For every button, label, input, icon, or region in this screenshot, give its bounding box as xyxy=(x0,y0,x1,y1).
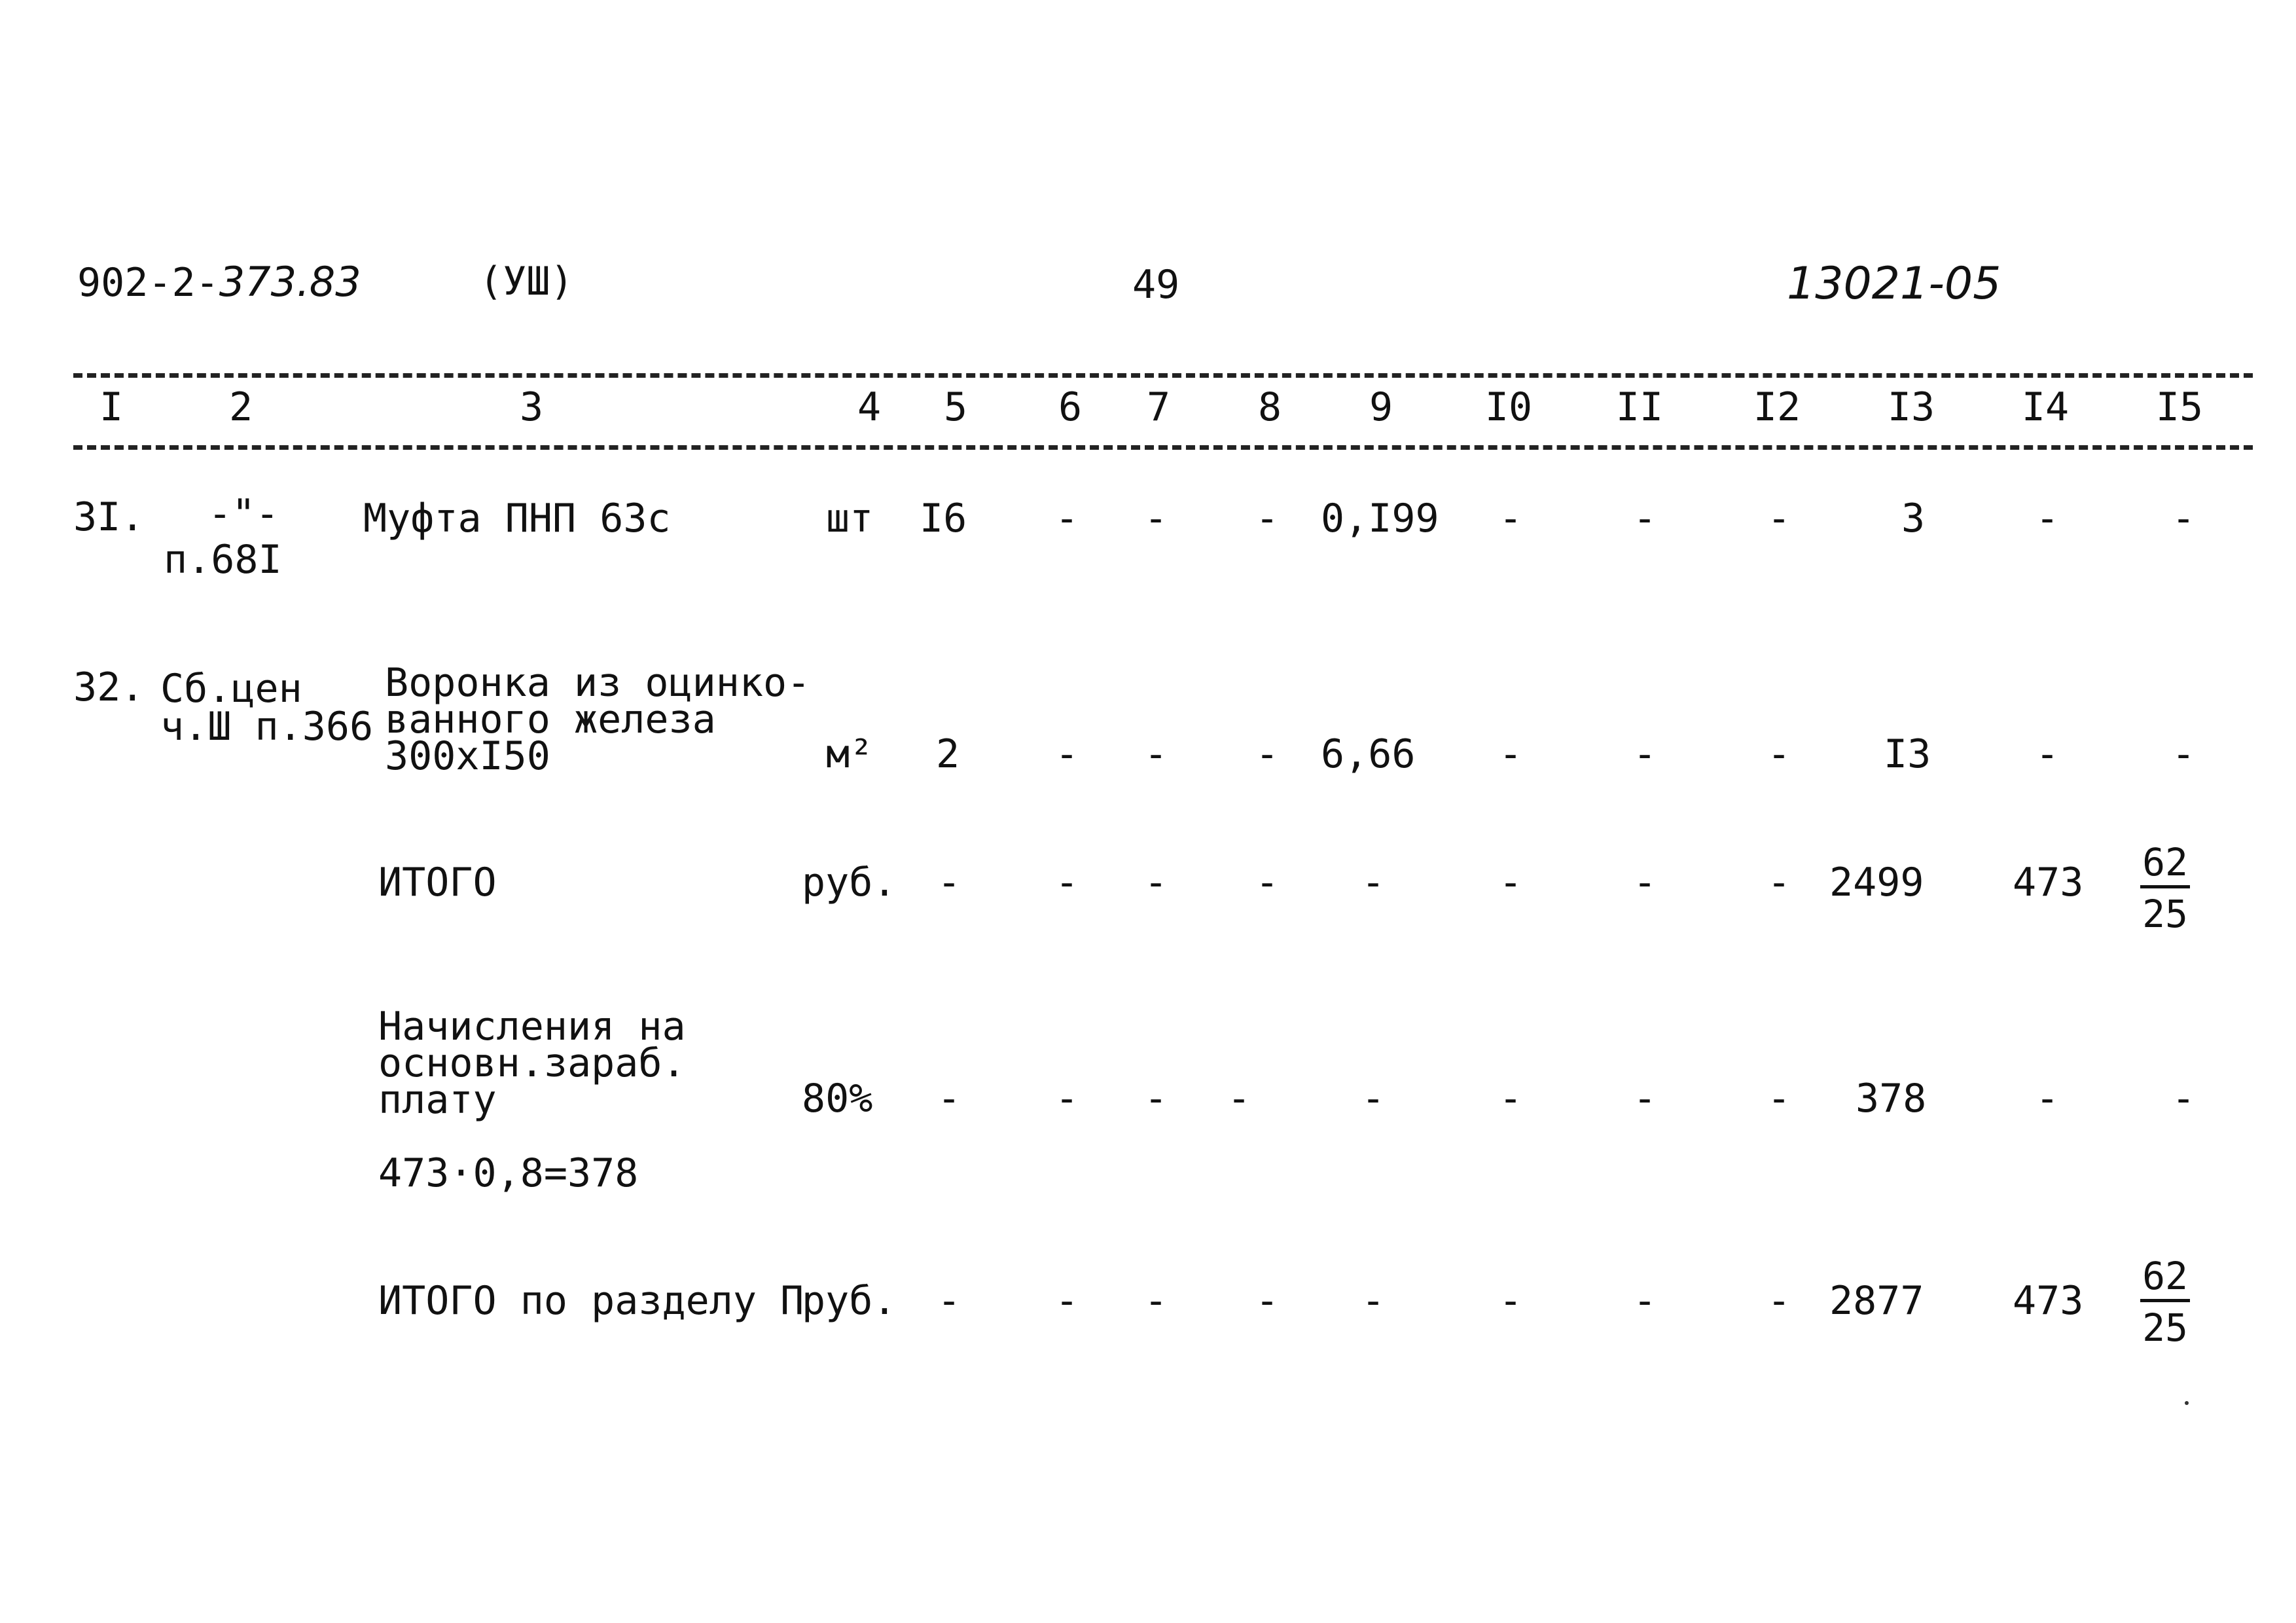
fraction-denominator: 25 xyxy=(2142,1305,2188,1350)
row-name-line: Воронка из оцинко- xyxy=(385,660,811,706)
fraction-numerator: 62 xyxy=(2142,1254,2188,1298)
cell-col14: - xyxy=(2036,496,2060,541)
cell-col6: - xyxy=(1055,1278,1079,1324)
cell-col5: - xyxy=(937,860,961,905)
cell-col12: - xyxy=(1767,731,1791,777)
fraction-bar xyxy=(2140,885,2190,888)
cell-col9: 6,66 xyxy=(1321,731,1416,777)
cell-col13: I3 xyxy=(1884,731,1931,777)
cell-col11: - xyxy=(1633,1076,1657,1122)
row-unit: руб. xyxy=(802,860,897,905)
cell-col9: 0,I99 xyxy=(1321,496,1439,541)
cell-col7: - xyxy=(1144,1278,1168,1324)
cell-col12: - xyxy=(1767,1278,1791,1324)
archive-number: 13021-05 xyxy=(1787,258,2001,310)
cell-col5: 2 xyxy=(936,731,960,777)
col-header-11: II xyxy=(1615,384,1664,430)
fraction-denominator: 25 xyxy=(2142,892,2188,936)
cell-col13: 378 xyxy=(1856,1076,1927,1122)
cell-col15: - xyxy=(2172,731,2196,777)
cell-col8: - xyxy=(1255,860,1280,905)
cell-col8: - xyxy=(1255,731,1280,777)
col-header-15: I5 xyxy=(2155,384,2204,430)
cell-col11: - xyxy=(1633,731,1657,777)
fraction-bar xyxy=(2140,1299,2190,1302)
cell-col14: 473 xyxy=(2013,1278,2084,1324)
col-header-9: 9 xyxy=(1369,384,1393,430)
row-formula: 473·0,8=378 xyxy=(378,1150,639,1196)
col-header-6: 6 xyxy=(1058,384,1083,430)
row-name-line: 300хI50 xyxy=(385,733,550,779)
cell-col7: - xyxy=(1144,496,1168,541)
row-ref-line1: -"- xyxy=(208,491,279,537)
row-ref-line2: п.68I xyxy=(164,537,282,583)
row-name-line: ванного железа xyxy=(385,697,716,742)
doc-number-printed: 902-2- xyxy=(77,260,219,306)
cell-col13: 2499 xyxy=(1829,860,1924,905)
cell-col9: - xyxy=(1361,1076,1386,1122)
col-header-4: 4 xyxy=(857,384,882,430)
row-name-line: плату xyxy=(378,1077,497,1123)
cell-col10: - xyxy=(1499,860,1523,905)
row-unit: м² xyxy=(826,731,874,777)
cell-col5: I6 xyxy=(920,496,967,541)
cell-col15-fraction xyxy=(2126,1254,2204,1350)
doc-number xyxy=(77,258,361,306)
cell-col11: - xyxy=(1633,1278,1657,1324)
col-header-5: 5 xyxy=(943,384,968,430)
cell-col13: 3 xyxy=(1901,496,1926,541)
cell-col5: - xyxy=(937,1278,961,1324)
cell-col15: - xyxy=(2172,1076,2196,1122)
scan-speck xyxy=(2185,1401,2189,1405)
cell-col8: - xyxy=(1227,1076,1251,1122)
cell-col7: - xyxy=(1144,731,1168,777)
cell-col15: - xyxy=(2172,496,2196,541)
row-name: Муфта ПНП 63с xyxy=(363,496,671,541)
cell-col8: - xyxy=(1255,1278,1280,1324)
row-name: ИТОГО xyxy=(378,860,497,905)
cell-col6: - xyxy=(1055,860,1079,905)
col-header-1: I xyxy=(99,384,124,430)
row-name xyxy=(378,1004,686,1123)
row-ref-line1: Сб.цен xyxy=(160,666,302,712)
cell-col14: - xyxy=(2036,1076,2060,1122)
cell-col7: - xyxy=(1144,860,1168,905)
cell-col12: - xyxy=(1767,860,1791,905)
row-name xyxy=(385,660,811,779)
cell-col8: - xyxy=(1255,496,1280,541)
col-header-12: I2 xyxy=(1753,384,1801,430)
cell-col6: - xyxy=(1055,731,1079,777)
cell-col6: - xyxy=(1055,496,1079,541)
row-unit: 80% xyxy=(802,1076,873,1122)
row-unit: руб. xyxy=(802,1278,897,1324)
header-rule-bottom xyxy=(73,445,2253,450)
cell-col9: - xyxy=(1361,1278,1386,1324)
col-header-7: 7 xyxy=(1146,384,1171,430)
cell-col15-fraction xyxy=(2126,840,2204,936)
col-header-3: 3 xyxy=(519,384,544,430)
cell-col11: - xyxy=(1633,860,1657,905)
cell-col10: - xyxy=(1499,496,1523,541)
col-header-14: I4 xyxy=(2021,384,2070,430)
row-name-line: Начисления на xyxy=(378,1004,686,1049)
col-header-10: I0 xyxy=(1484,384,1533,430)
section-roman: (УШ) xyxy=(479,259,574,304)
cell-col14: 473 xyxy=(2013,860,2084,905)
col-header-8: 8 xyxy=(1257,384,1282,430)
cell-col9: - xyxy=(1361,860,1386,905)
row-name-line: основн.зараб. xyxy=(378,1040,686,1086)
cell-col10: - xyxy=(1499,731,1523,777)
cell-col13: 2877 xyxy=(1829,1278,1924,1324)
col-header-2: 2 xyxy=(228,384,253,430)
cell-col10: - xyxy=(1499,1076,1523,1122)
cell-col7: - xyxy=(1144,1076,1168,1122)
cell-col11: - xyxy=(1633,496,1657,541)
row-number: 3I. xyxy=(73,494,145,540)
cell-col12: - xyxy=(1767,1076,1791,1122)
cell-col6: - xyxy=(1055,1076,1079,1122)
page-number: 49 xyxy=(1132,262,1180,308)
cell-col5: - xyxy=(937,1076,961,1122)
header-rule-top xyxy=(73,373,2253,378)
col-header-13: I3 xyxy=(1887,384,1935,430)
row-ref-line2: ч.Ш п.366 xyxy=(160,704,374,750)
fraction-numerator: 62 xyxy=(2142,840,2188,884)
cell-col10: - xyxy=(1499,1278,1523,1324)
cell-col14: - xyxy=(2036,731,2060,777)
doc-number-handwritten: 373.83 xyxy=(219,258,361,306)
row-number: 32. xyxy=(73,665,145,710)
row-unit: шт xyxy=(826,496,874,541)
row-name: ИТОГО по разделу П xyxy=(378,1278,804,1324)
cell-col12: - xyxy=(1767,496,1791,541)
